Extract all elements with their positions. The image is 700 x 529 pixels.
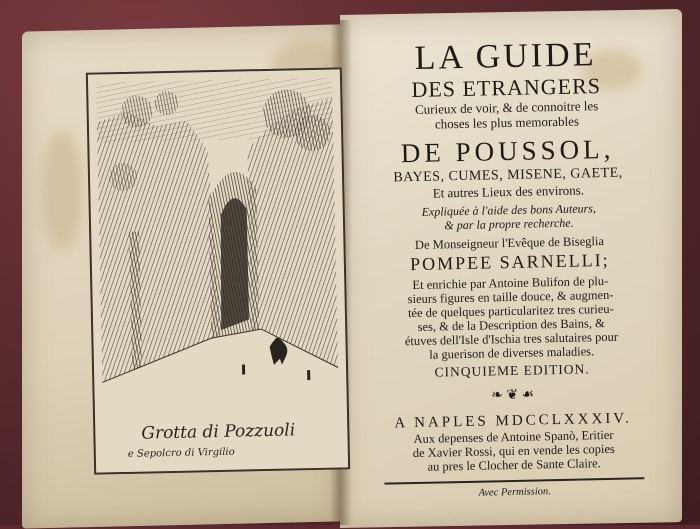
title-line-15: ses, & de la Description des Bains, & bbox=[417, 316, 605, 334]
title-line-19: A NAPLES MDCCLXXXIV. bbox=[394, 410, 633, 432]
title-line-11: POMPEE SARNELLI; bbox=[409, 249, 610, 275]
engraving-plate bbox=[86, 67, 350, 474]
title-line-4: choses les plus memorables bbox=[434, 113, 580, 132]
grotto-engraving bbox=[96, 78, 339, 413]
title-line-18: CINQUIEME EDITION. bbox=[434, 361, 590, 380]
title-line-13: sieurs figures en taille douce, & augmen- bbox=[407, 287, 614, 307]
title-line-21: de Xavier Rossi, qui en vende les copies bbox=[412, 441, 615, 461]
title-line-12: Et enrichie par Antoine Bulifon de plu- bbox=[412, 273, 609, 293]
title-line-14: tée de quelques particularitez tres curieu- bbox=[407, 301, 614, 321]
title-line-3: Curieux de voir, & de connoitre les bbox=[414, 98, 599, 117]
title-line-20: Aux depenses de Antoine Spanò, Eritier bbox=[413, 427, 614, 447]
title-line-16: étuves dell'Isle d'Ischia tres salutaires pour bbox=[404, 329, 619, 349]
title-line-7: Et autres Lieux des environs. bbox=[432, 182, 585, 201]
title-page-text bbox=[355, 35, 665, 503]
title-line-5: DE POUSSOL, bbox=[400, 133, 615, 169]
title-line-1: LA GUIDE bbox=[414, 36, 597, 77]
engraving-caption: Grotta di Pozzuoli bbox=[141, 420, 296, 444]
title-line-22: au pres le Clocher de Sante Claire. bbox=[427, 456, 601, 474]
title-line-8: Expliquée à l'aide des bons Auteurs, bbox=[421, 201, 597, 219]
engraving-subcaption: e Sepolcro di Virgilio bbox=[127, 446, 235, 460]
title-line-9: & par la propre recherche. bbox=[444, 215, 574, 233]
paper-stain bbox=[42, 130, 82, 250]
title-line-6: BAYES, CUMES, MISENE, GAETE, bbox=[393, 165, 623, 186]
title-line-2: DES ETRANGERS bbox=[411, 73, 602, 103]
title-line-23: Avec Permission. bbox=[478, 486, 551, 499]
title-line-10: De Monseigneur l'Evêque de Biseglia bbox=[414, 234, 605, 252]
title-line-17: la guerison de diverses maladies. bbox=[429, 344, 595, 362]
ornament-divider: ❧ ❦ ☙ bbox=[490, 387, 535, 404]
